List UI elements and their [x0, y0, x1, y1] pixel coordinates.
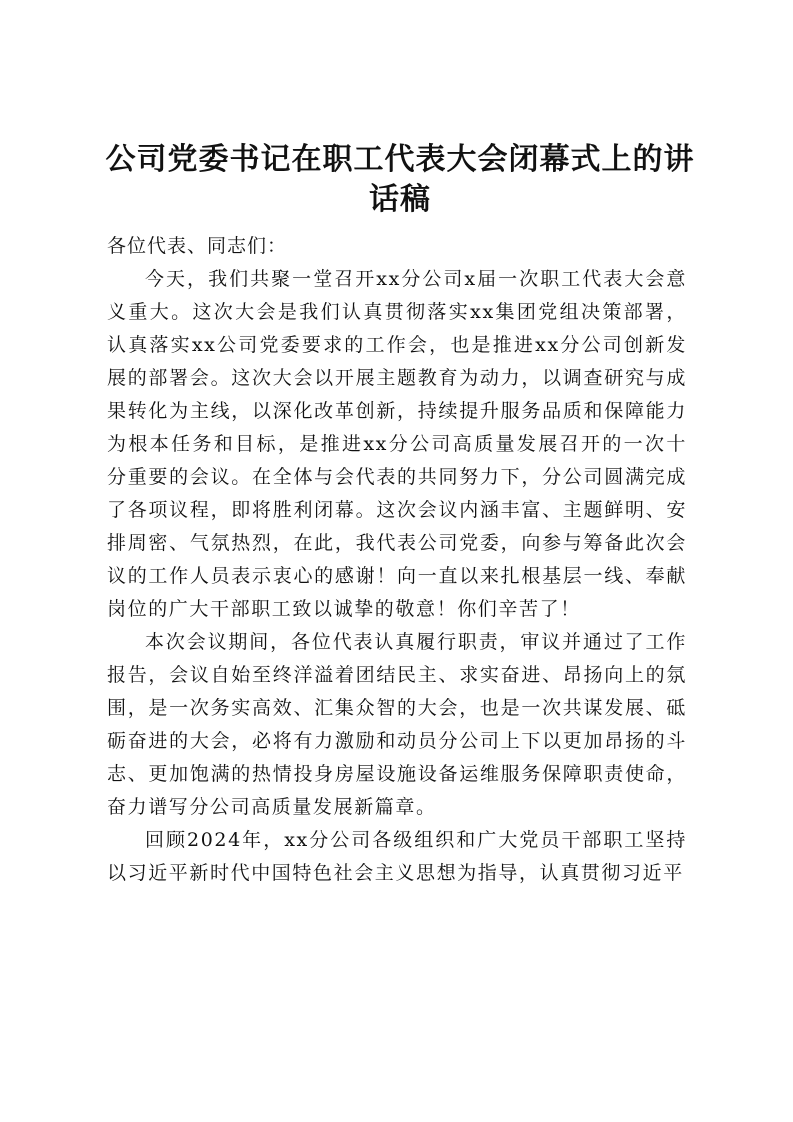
salutation: 各位代表、同志们：: [107, 235, 288, 257]
document-title: 公司党委书记在职工代表大会闭幕式上的讲话稿: [105, 142, 695, 217]
paragraph-3: 回顾2024年，xx分公司各级组织和广大党员干部职工坚持以习近平新时代中国特色社会主义思想为指导，认真贯彻习近平: [107, 829, 687, 884]
document-body: [107, 230, 687, 890]
paragraph-2: 本次会议期间，各位代表认真履行职责，审议并通过了工作报告，会议自始至终洋溢着团结民主、求实奋进、昂扬向上的氛围，是一次务实高效、汇集众智的大会，也是一次共谋发展、砥砺奋进的大会，必将有力激励和动员分公司上下以更加昂扬的斗志、更加饱满的热情投身房屋设施设备运维服务保障职责使命，奋力谱写分公司高质量发展新篇章。: [107, 631, 687, 818]
paragraph-1: 今天，我们共聚一堂召开xx分公司x届一次职工代表大会意义重大。这次大会是我们认真贯彻落实xx集团党组决策部署，认真落实xx公司党委要求的工作会，也是推进xx分公司创新发展的部署会。这次大会以开展主题教育为动力，以调查研究与成果转化为主线，以深化改革创新，持续提升服务品质和保障能力为根本任务和目标，是推进xx分公司高质量发展召开的一次十分重要的会议。在全体与会代表的共同努力下，分公司圆满完成了各项议程，即将胜利闭幕。这次会议内涵丰富、主题鲜明、安排周密、气氛热烈，在此，我代表公司党委，向参与筹备此次会议的工作人员表示衷心的感谢！向一直以来扎根基层一线、奉献岗位的广大干部职工致以诚挚的敬意！你们辛苦了！: [107, 268, 687, 620]
